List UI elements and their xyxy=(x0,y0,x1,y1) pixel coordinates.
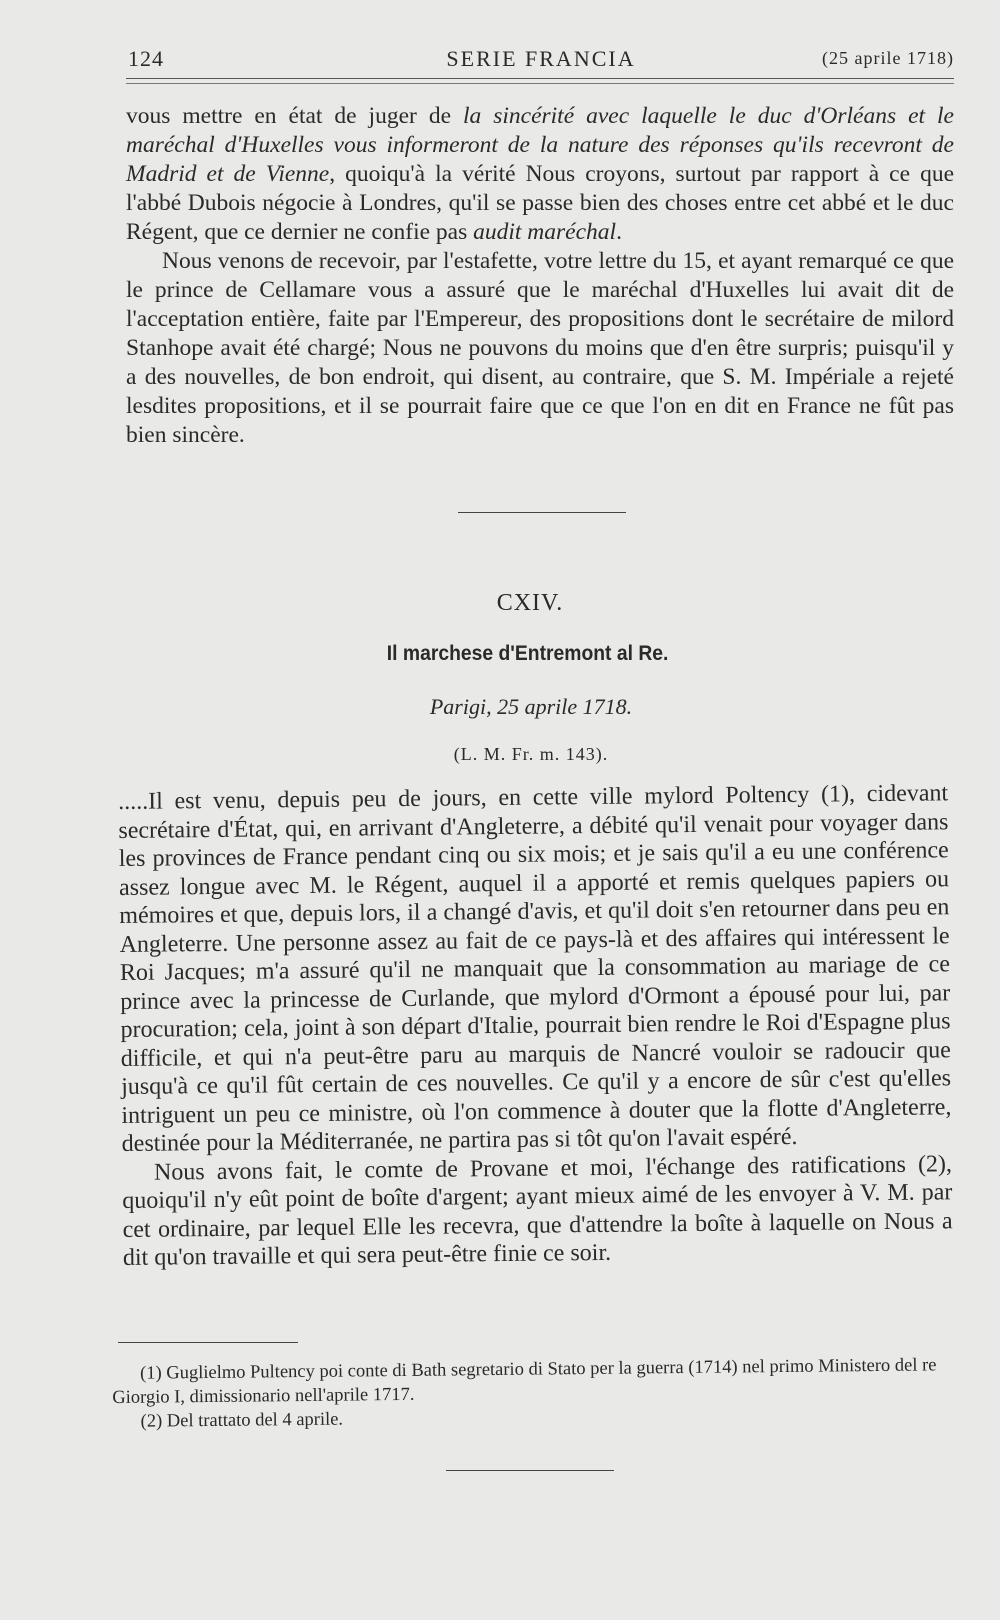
document-heading: Il marchese d'Entremont al Re. xyxy=(386,642,669,665)
p1-italic-run: audit maréchal xyxy=(473,219,617,245)
letter-paragraph-2: Nous avons fait, le comte de Provane et moi, l'échange des ratifications (2), quoiqu'il n'y eût point de boîte d'argent; ayant mieux aimé de les envoyer à V. M. par cet ordinaire, par lequel Elle les recevra, que d'attendre la boîte à laquelle on Nous a dit qu'on travaille et qui sera peut-être finie ce soir. xyxy=(122,1150,953,1271)
page-number: 124 xyxy=(128,46,164,71)
footnote-2: (2) Del trattato del 4 aprile. xyxy=(140,1409,344,1432)
header-date: (25 aprile 1718) xyxy=(822,48,954,68)
p1-run: , quoiqu'à la vérité Nous croyons, surtout par rapport à ce que l'abbé Dubois négocie à Londres, qu'il se passe bien des choses entre cet abbé et le duc Régent, que ce dernier ne confie pas xyxy=(126,161,954,245)
footnote-rule xyxy=(118,1342,298,1343)
document-place-date: Parigi, 25 aprile 1718. xyxy=(429,694,633,719)
footnotes xyxy=(112,1353,953,1434)
series-title: SERIE FRANCIA xyxy=(446,46,636,71)
previous-letter-paragraph-2: Nous venons de recevoir, par l'estafette, votre lettre du 15, et ayant remarqué ce que le prince de Cellamare vous a assuré que le maréchal d'Huxelles lui avait dit de l'acceptation entière, faite par l'Empereur, des propositions dont le secrétaire de milord Stanhope avait été chargé; Nous ne pouvons du moins que d'en être surpris; puisqu'il y a des nouvelles, de bon endroit, qui disent, au contraire, que S. M. Impériale a rejeté lesdites propositions, et il se pourrait faire que ce que l'on en dit en France ne fût pas bien sincère. xyxy=(126,248,954,448)
letter-paragraph-1: .....Il est venu, depuis peu de jours, en cette ville mylord Poltency (1), cidevant secrétaire d'État, qui, en arrivant d'Angleterre, a débité qu'il venait pour voyager dans les provinces de France pendant cinq ou six mois; et je sais qu'il a eu une conférence assez longue avec M. le Régent, auquel il a apporté et remis quelques papiers ou mémoires et que, depuis lors, il a changé d'avis, et qu'il doit s'en retourner dans peu en Angleterre. Une personne assez au fait de ce pays-là et des affaires qui intéressent le Roi Jacques; m'a assuré qu'il ne manquait que la consommation au mariage de ce prince avec la princesse de Curlande, que mylord d'Ormont a épousé pour lui, par procuration; cela, joint à son départ d'Italie, pourrait bien rendre le Roi d'Espagne plus difficile, et qui n'a peut-être paru au marquis de Nancré vouloir se radoucir que jusqu'à ce qu'il fût certain de ces nouvelles. Ce qu'il y a encore de sûr c'est qu'elles intriguent un peu ce ministre, où l'on commence à douter que la flotte d'Angleterre, destinée pour la Méditerranée, ne partira pas si tôt qu'on l'avait espéré. xyxy=(118,780,952,1157)
p1-run: . xyxy=(616,219,622,245)
document-number: CXIV. xyxy=(496,590,564,616)
previous-letter-text xyxy=(126,102,954,450)
letter-text xyxy=(118,779,953,1272)
section-divider xyxy=(458,512,626,513)
running-header xyxy=(128,38,954,78)
header-rule xyxy=(126,78,954,84)
p1-run: vous mettre en état de juger de xyxy=(126,103,463,129)
footnote-1: (1) Guglielmo Pultency poi conte di Bath segretario di Stato per la guerra (1714) nel primo Ministero del re Giorgio I, dimissionario nell'aprile 1717. xyxy=(112,1355,937,1408)
archive-reference: (L. M. Fr. m. 143). xyxy=(453,744,609,764)
previous-letter-paragraph-1 xyxy=(126,102,954,247)
bottom-divider xyxy=(446,1470,614,1471)
p1-italic-run: la sincérité avec laquelle le duc d'Orléans et le maréchal d'Huxelles vous informeront de la nature des réponses qu'ils recevront de Madrid et de Vienne xyxy=(126,103,954,187)
